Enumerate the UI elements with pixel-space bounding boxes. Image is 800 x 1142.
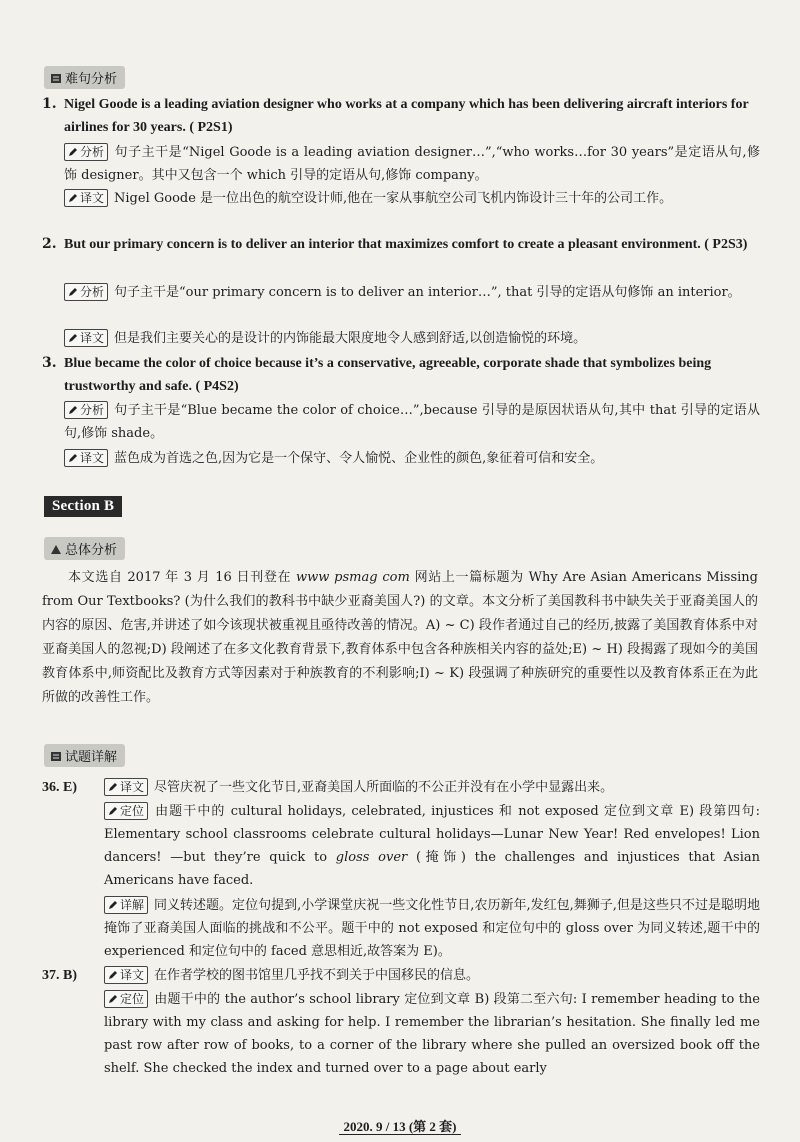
sentence-text: Blue became the color of choice because it’s a conservative, agreeable, corporate shade that symbolizes being trustworthy and safe. ( P4S2) <box>64 356 712 394</box>
page-footer <box>0 1116 800 1135</box>
difficult-sentences-title: 难句分析 <box>65 72 118 87</box>
translation-label <box>104 778 148 796</box>
pen-icon <box>108 900 118 910</box>
book-icon <box>50 751 62 762</box>
analysis-text: 句子主干是“Nigel Goode is a leading aviation designer…”,“who works…for 30 years”是定语从句,修饰 designer。其中又包含一个 which 引导的定语从句,修饰 company。 <box>64 145 760 183</box>
locate-label-text: 定位 <box>120 804 145 818</box>
overview-text-a: 本文选自 2017 年 3 月 16 日刊登在 <box>68 570 296 585</box>
translation-label <box>64 449 108 467</box>
explain-label-text: 详解 <box>120 898 145 912</box>
sentence-number: 2. <box>42 236 57 252</box>
section-b-heading: Section B <box>44 496 122 517</box>
sentence-number: 1. <box>42 96 57 112</box>
details-tag <box>44 744 125 767</box>
overview-title: 总体分析 <box>65 543 118 558</box>
sentence-2-analysis <box>64 281 760 304</box>
sentence-item-2 <box>42 233 762 256</box>
analysis-text: 句子主干是“our primary concern is to deliver an interior…”, that 引导的定语从句修饰 an interior。 <box>114 285 741 300</box>
sentence-number: 3. <box>42 355 57 371</box>
sentence-3-analysis <box>64 399 760 445</box>
translation-label <box>104 966 148 984</box>
analysis-label-text: 分析 <box>80 403 105 417</box>
pen-icon <box>68 193 78 203</box>
sentence-1-translation <box>64 187 760 210</box>
question-36-translation <box>104 776 760 799</box>
sentence-1-analysis <box>64 141 760 187</box>
sentence-text: Nigel Goode is a leading aviation designer who works at a company which has been delivering aircraft interiors for airlines for 30 years. ( P2S1) <box>64 97 749 135</box>
sentence-2-translation <box>64 327 760 350</box>
sentence-3-translation <box>64 447 760 470</box>
translation-text: 在作者学校的图书馆里几乎找不到关于中国移民的信息。 <box>154 968 480 983</box>
translation-label-text: 译文 <box>80 451 105 465</box>
pen-icon <box>68 453 78 463</box>
triangle-icon <box>50 544 62 555</box>
locate-text-b: (掩饰) the challenges and injustices that Asian Americans have faced. <box>104 850 760 888</box>
overview-paragraph <box>42 566 758 710</box>
question-37-number: 37. B) <box>42 968 77 983</box>
pen-icon <box>68 405 78 415</box>
locate-label <box>104 802 148 820</box>
translation-text: 但是我们主要关心的是设计的内饰能最大限度地令人感到舒适,以创造愉悦的环境。 <box>114 331 587 346</box>
question-36-number: 36. E) <box>42 780 77 795</box>
sentence-text: But our primary concern is to deliver an interior that maximizes comfort to create a pleasant environment. ( P2S3) <box>64 237 748 252</box>
pen-icon <box>68 147 78 157</box>
footer-text: 2020. 9 / 13 (第 2 套) <box>339 1119 460 1135</box>
translation-label-text: 译文 <box>120 780 145 794</box>
pen-icon <box>108 806 118 816</box>
pen-icon <box>108 970 118 980</box>
translation-label <box>64 189 108 207</box>
translation-label-text: 译文 <box>120 968 145 982</box>
analysis-text: 句子主干是“Blue became the color of choice…”,because 引导的是原因状语从句,其中 that 引导的定语从句,修饰 shade。 <box>64 403 760 441</box>
locate-emphasis: gloss over <box>335 850 408 865</box>
analysis-label <box>64 143 108 161</box>
translation-text: 尽管庆祝了一些文化节日,亚裔美国人所面临的不公正并没有在小学中显露出来。 <box>154 780 614 795</box>
question-37-translation <box>104 964 760 987</box>
analysis-label <box>64 401 108 419</box>
locate-text: 由题干中的 the author’s school library 定位到文章 B) 段第二至六句: I remember heading to the library with my class and asking for help. I remember the librarian’s hesitation. She finally led me past row after row of books, to a corner of the library where she pulled an oversized book off the shelf. She checked the index and turned over to a page about early <box>104 992 760 1076</box>
sentence-item-1 <box>42 93 762 139</box>
overview-text-b: 网站上一篇标题为 Why Are Asian Americans Missing from Our Textbooks? (为什么我们的教科书中缺少亚裔美国人?) 的文章。本文分析了美国教科书中缺失关于亚裔美国人的内容的原因、危害,并讲述了如今该现状被重视且亟待改善的情况。A) ~ C) 段作者通过自己的经历,披露了美国教育体系中对亚裔美国人的忽视;D) 段阐述了在多文化教育背景下,教育体系中包含各种族相关内容的益处;E) ~ H) 段揭露了现如今的美国教育体系中,师资配比及教育方式等因素对于种族教育的不利影响;I) ~ K) 段强调了种族研究的重要性以及教育体系正在为此所做的改善性工作。 <box>42 570 758 705</box>
analysis-label-text: 分析 <box>80 145 105 159</box>
translation-label-text: 译文 <box>80 191 105 205</box>
question-36-explain <box>104 894 760 963</box>
difficult-sentences-tag <box>44 66 125 89</box>
translation-text: Nigel Goode 是一位出色的航空设计师,他在一家从事航空公司飞机内饰设计三十年的公司工作。 <box>114 191 673 206</box>
question-37-locate <box>104 988 760 1080</box>
overview-source: www psmag com <box>295 570 410 585</box>
pen-icon <box>68 333 78 343</box>
analysis-label <box>64 283 108 301</box>
translation-label <box>64 329 108 347</box>
details-title: 试题详解 <box>65 750 118 765</box>
translation-label-text: 译文 <box>80 331 105 345</box>
question-36-locate <box>104 800 760 892</box>
book-icon <box>50 73 62 84</box>
locate-label <box>104 990 148 1008</box>
explain-text: 同义转述题。定位句提到,小学课堂庆祝一些文化性节日,农历新年,发红包,舞狮子,但是这些只不过是聪明地掩饰了亚裔美国人面临的挑战和不公平。题干中的 not exposed 和定位句中的 gloss over 为同义转述,题干中的 experienced 和定位句中的 faced 意思相近,故答案为 E)。 <box>104 898 760 959</box>
locate-label-text: 定位 <box>120 992 145 1006</box>
locate-text-a: 由题干中的 cultural holidays, celebrated, injustices 和 not exposed 定位到文章 E) 段第四句: Elementary school classrooms celebrate cultural holidays—Lunar New Year! Red envelopes! Lion dancers! —but they’re quick to <box>104 804 760 865</box>
pen-icon <box>108 782 118 792</box>
explain-label <box>104 896 148 914</box>
translation-text: 蓝色成为首选之色,因为它是一个保守、令人愉悦、企业性的颜色,象征着可信和安全。 <box>114 451 604 466</box>
analysis-label-text: 分析 <box>80 285 105 299</box>
sentence-item-3 <box>42 352 762 398</box>
pen-icon <box>108 994 118 1004</box>
overview-tag <box>44 537 125 560</box>
pen-icon <box>68 287 78 297</box>
